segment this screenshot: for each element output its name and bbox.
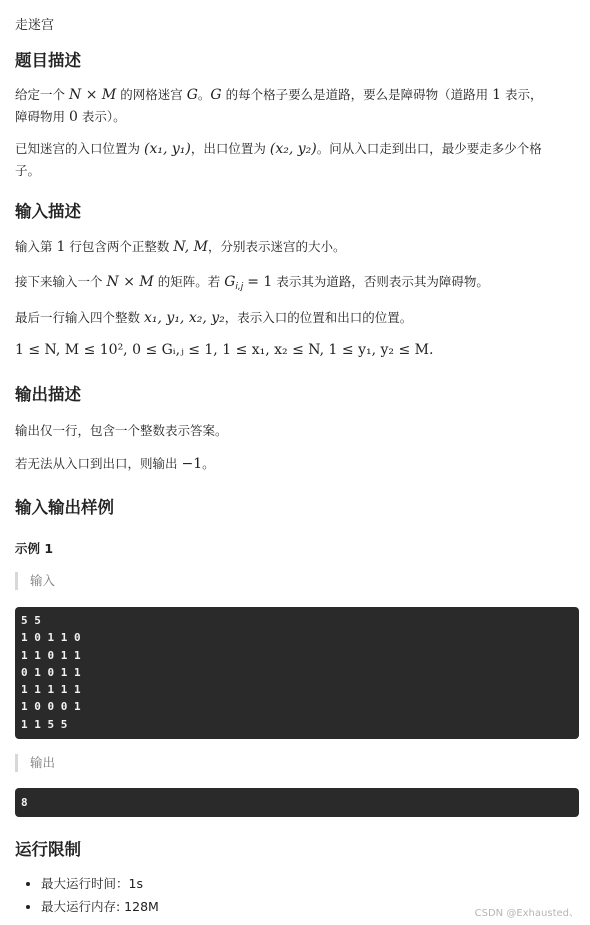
math-n-times-m: N × M [106, 274, 154, 290]
text: 最后一行输入四个整数 [15, 310, 141, 325]
math-minus-one: −1 [181, 456, 203, 472]
text: 给定一个 [15, 87, 66, 102]
text: ，出口位置为 [190, 141, 266, 156]
output-paragraph-1: 输出仅一行，包含一个整数表示答案。 [15, 423, 228, 438]
output-heading: 输出描述 [15, 385, 81, 404]
input-label: 输入 [30, 573, 56, 588]
code-line: 1 0 1 1 0 [21, 631, 81, 645]
sample-input-code-block[interactable] [15, 607, 579, 739]
math-n-m: N, M [173, 239, 208, 255]
limit-item-memory: • 最大运行内存: 128M [41, 895, 579, 918]
text: 表示， [504, 87, 543, 102]
math-equals-one: = 1 [247, 274, 273, 290]
description-heading: 题目描述 [15, 51, 81, 70]
input-paragraph-1 [15, 236, 579, 258]
input-label-quote [15, 572, 579, 590]
math-entry: (x₁, y₁) [144, 141, 191, 157]
text: ，分别表示迷宫的大小。 [208, 239, 346, 254]
math-g: G [186, 87, 198, 103]
code-line: 1 1 0 1 1 [21, 648, 81, 662]
text: 。 [197, 87, 211, 102]
description-paragraph-1 [15, 84, 579, 128]
page-title: 走迷宫 [15, 18, 55, 33]
text: 子。 [15, 163, 41, 178]
description-paragraph-2 [15, 138, 579, 181]
text: 的网格迷宫 [120, 87, 183, 102]
math-one: 1 [492, 87, 501, 103]
input-heading: 输入描述 [15, 202, 81, 221]
text: 若无法从入口到出口，则输出 [15, 456, 178, 471]
code-line: 8 [21, 796, 28, 809]
code-line: 0 1 0 1 1 [21, 665, 81, 679]
code-line: 5 5 [21, 614, 41, 627]
math-g: G [210, 87, 222, 103]
text: 已知迷宫的入口位置为 [15, 141, 141, 156]
text: 表示）。 [81, 109, 126, 124]
output-label-quote [15, 754, 579, 772]
watermark: CSDN @Exhausted、 [474, 908, 579, 919]
math-zero: 0 [69, 109, 78, 125]
text: 。问从入口走到出口，最少要走多少个格 [316, 141, 542, 156]
input-constraints [15, 340, 579, 361]
math-coordinates: x₁, y₁, x₂, y₂ [144, 310, 225, 326]
text: 的矩阵。若 [157, 274, 221, 289]
math-n-times-m: N × M [69, 87, 117, 103]
text: 接下来输入一个 [15, 274, 103, 289]
output-label: 输出 [30, 755, 56, 770]
sample-output-code-block[interactable] [15, 788, 579, 817]
text: 。 [202, 456, 215, 471]
text: 障碍物用 [15, 109, 66, 124]
code-line: 1 1 1 1 1 [21, 683, 81, 697]
text: 行包含两个正整数 [69, 239, 170, 254]
math-exit: (x₂, y₂) [269, 141, 317, 157]
output-paragraph-2 [15, 453, 579, 475]
math-subscript: i,j [235, 282, 244, 292]
input-paragraph-2 [15, 271, 579, 298]
text: 的每个格子要么是道路，要么是障碍物（道路用 [225, 87, 489, 102]
limits-heading: 运行限制 [15, 840, 81, 859]
text: 输入第 [15, 239, 53, 254]
math-g: G [224, 274, 236, 290]
text: ，表示入口的位置和出口的位置。 [224, 310, 413, 325]
example-title: 示例 1 [15, 541, 54, 556]
samples-heading: 输入输出样例 [15, 498, 114, 517]
limit-item-time: • 最大运行时间：1s [41, 872, 579, 895]
code-line: 1 1 5 5 [21, 717, 68, 731]
math-constraints: 1 ≤ N, M ≤ 10², 0 ≤ Gᵢ,ⱼ ≤ 1, 1 ≤ x₁, x₂ ≤ N, 1 ≤ y₁, y₂ ≤ M. [15, 342, 434, 358]
input-paragraph-3 [15, 307, 579, 329]
math-one: 1 [56, 239, 66, 255]
code-line: 1 0 0 0 1 [21, 700, 81, 714]
text: 表示其为道路，否则表示其为障碍物。 [276, 274, 489, 289]
